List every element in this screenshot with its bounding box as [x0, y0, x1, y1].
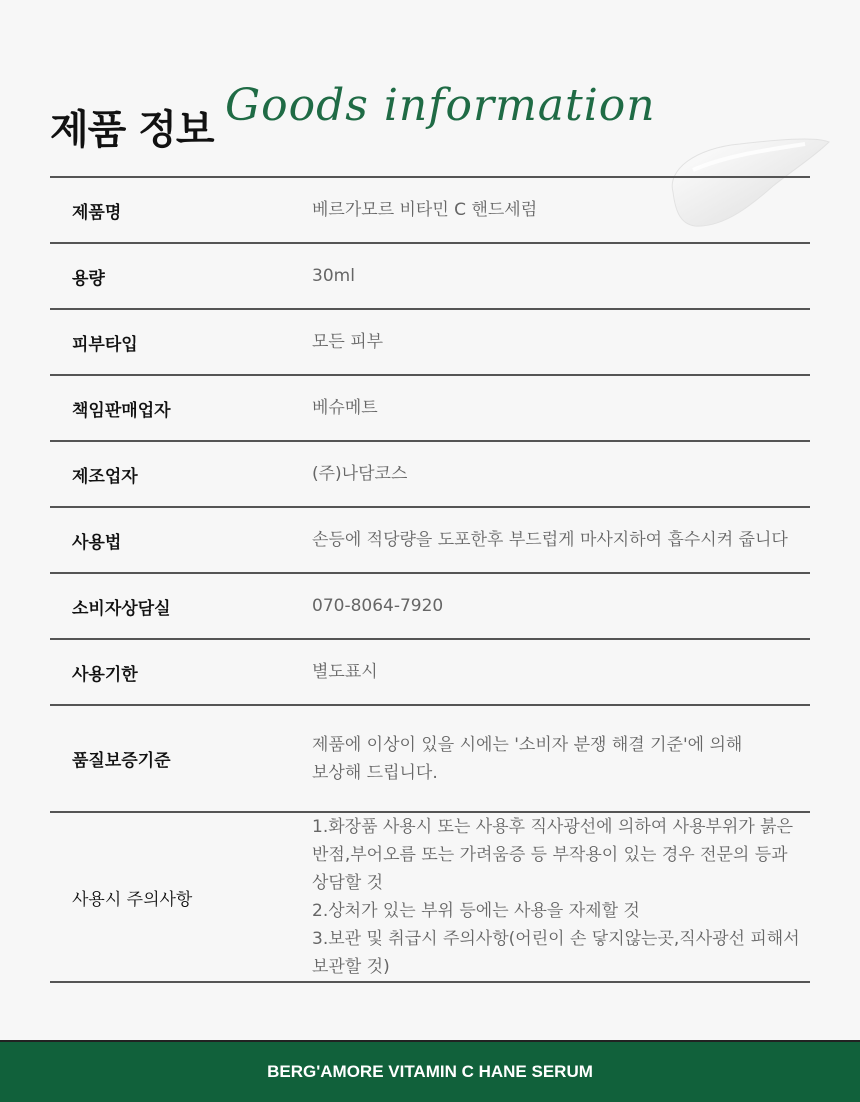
row-value: (주)나담코스 [312, 464, 408, 484]
row-label: 제품명 [72, 202, 122, 223]
row-label: 피부타입 [72, 334, 138, 355]
page-title: 제품 정보 [50, 107, 214, 153]
value-line: 2.상처가 있는 부위 등에는 사용을 자제할 것 [312, 901, 640, 921]
value-line: 반점,부어오름 또는 가려움증 등 부작용이 있는 경우 전문의 등과 [312, 845, 788, 865]
row-label: 사용시 주의사항 [72, 889, 193, 910]
row-value: 손등에 적당량을 도포한후 부드럽게 마사지하여 흡수시켜 줍니다 [312, 530, 788, 550]
row-label: 사용기한 [72, 664, 138, 685]
goods-info-table [50, 176, 810, 983]
row-value: 베슈메트 [312, 398, 378, 418]
row-label: 제조업자 [72, 466, 138, 487]
table-row [50, 375, 810, 441]
row-value [312, 705, 810, 812]
table-row [50, 177, 810, 243]
table-row [50, 441, 810, 507]
value-line: 보상해 드립니다. [312, 762, 438, 783]
footer-text: BERG'AMORE VITAMIN C HANE SERUM [267, 1062, 593, 1081]
value-line: 보관할 것) [312, 957, 390, 977]
row-label: 책임판매업자 [72, 400, 171, 421]
table-row [50, 573, 810, 639]
row-value: 모든 피부 [312, 332, 384, 352]
row-value: 070-8064-7920 [312, 596, 444, 616]
page-subtitle-script: Goods information [225, 80, 656, 131]
value-line: 제품에 이상이 있을 시에는 '소비자 분쟁 해결 기준'에 의해 [312, 734, 743, 755]
row-value [312, 812, 810, 982]
table-row [50, 507, 810, 573]
value-line: 상담할 것 [312, 873, 384, 893]
row-value: 별도표시 [312, 662, 378, 682]
table-row [50, 639, 810, 705]
table-row [50, 705, 810, 812]
value-line: 1.화장품 사용시 또는 사용후 직사광선에 의하여 사용부위가 붉은 [312, 817, 794, 837]
table-row [50, 309, 810, 375]
row-label: 사용법 [72, 532, 122, 553]
row-value: 30ml [312, 266, 355, 286]
footer-banner [0, 1040, 860, 1102]
row-label: 용량 [72, 268, 105, 289]
value-line: 3.보관 및 취급시 주의사항(어린이 손 닿지않는곳,직사광선 피해서 [312, 929, 800, 949]
row-label: 소비자상담실 [72, 598, 171, 619]
table-row [50, 243, 810, 309]
row-value: 베르가모르 비타민 C 핸드세럼 [312, 200, 538, 220]
row-label: 품질보증기준 [72, 751, 171, 771]
table-row [50, 812, 810, 982]
